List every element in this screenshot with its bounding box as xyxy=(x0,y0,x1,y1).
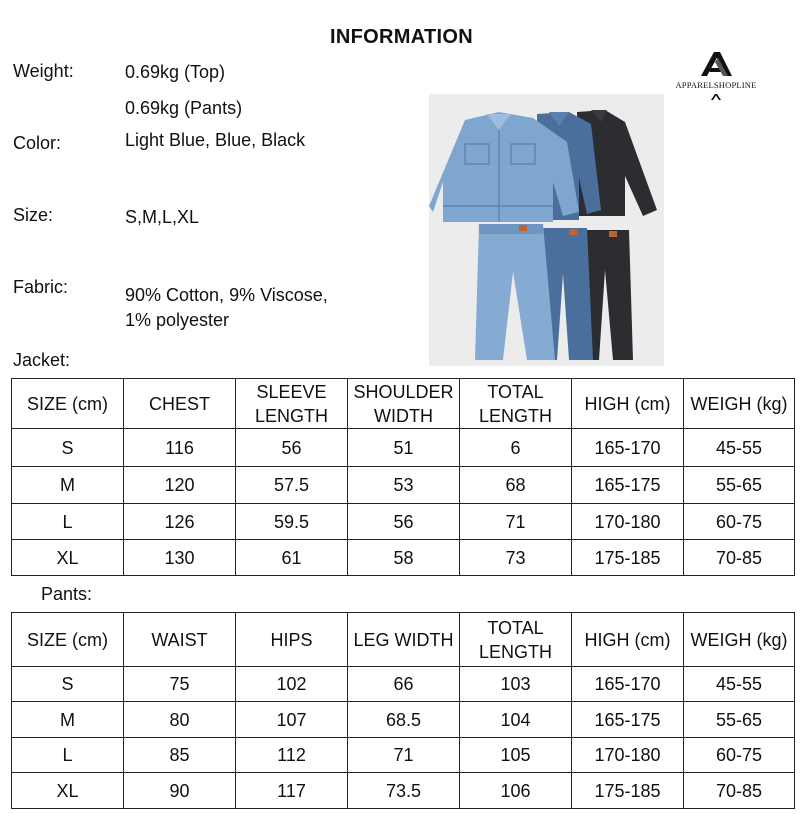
jacket-table-cell: 130 xyxy=(124,540,236,576)
jacket-header-cell xyxy=(236,379,348,429)
jacket-table-cell: 120 xyxy=(124,467,236,504)
pants-table-cell: 45-55 xyxy=(684,667,795,702)
jacket-header-text: SHOULDER xyxy=(353,381,454,402)
pants-header-text: TOTAL xyxy=(487,617,544,638)
pants-table-cell: 66 xyxy=(348,667,460,702)
jacket-section-label: Jacket: xyxy=(13,350,71,370)
jacket-table-cell: 45-55 xyxy=(684,429,795,467)
pants-table-cell: L xyxy=(12,738,124,773)
pants-header-text: SIZE (cm) xyxy=(27,629,108,650)
color-label: Color: xyxy=(13,133,62,153)
pants-table-cell: 106 xyxy=(460,773,572,809)
jacket-header-cell xyxy=(12,379,124,429)
weight-label: Weight: xyxy=(13,61,74,81)
pants-table-row xyxy=(12,738,795,773)
pants-table-cell: 103 xyxy=(460,667,572,702)
jacket-table-row xyxy=(12,540,795,576)
pants-table-cell: 68.5 xyxy=(348,702,460,738)
jacket-table-cell: 70-85 xyxy=(684,540,795,576)
pants-table-cell: 105 xyxy=(460,738,572,773)
jacket-header-text: LENGTH xyxy=(254,405,328,426)
jacket-table-cell: 165-175 xyxy=(572,467,684,504)
fabric-label: Fabric: xyxy=(13,277,69,297)
jacket-table-cell: 68 xyxy=(460,467,572,504)
pants-table-cell: 71 xyxy=(348,738,460,773)
jacket-table-cell: 61 xyxy=(236,540,348,576)
pants-header-text: LENGTH xyxy=(478,641,552,662)
product-photo xyxy=(429,94,664,366)
size-value: S,M,L,XL xyxy=(125,207,200,227)
pants-header-cell xyxy=(460,613,572,667)
brand-logo-text: APPARELSHOPLINE xyxy=(675,80,757,90)
pants-table-cell: M xyxy=(12,702,124,738)
jacket-table-cell: 165-170 xyxy=(572,429,684,467)
pants-header-text: WAIST xyxy=(151,629,208,650)
weight-pants-value: 0.69kg (Pants) xyxy=(125,98,243,118)
pants-table-cell: 80 xyxy=(124,702,236,738)
jacket-table-cell: 71 xyxy=(460,504,572,540)
pants-table-cell: 112 xyxy=(236,738,348,773)
jacket-header-text: SLEEVE xyxy=(256,381,327,402)
jacket-header-cell xyxy=(460,379,572,429)
jacket-header-cell xyxy=(572,379,684,429)
fabric-value-line1: 90% Cotton, 9% Viscose, xyxy=(125,285,328,305)
jacket-header-text: WEIGH (kg) xyxy=(690,393,788,414)
pants-table-cell: 117 xyxy=(236,773,348,809)
pants-header-cell xyxy=(572,613,684,667)
size-label: Size: xyxy=(13,205,54,225)
jacket-table-cell: 56 xyxy=(348,504,460,540)
pants-table-cell: 102 xyxy=(236,667,348,702)
pants-table-cell: XL xyxy=(12,773,124,809)
jacket-table-cell: 57.5 xyxy=(236,467,348,504)
jacket-table-cell: S xyxy=(12,429,124,467)
brand-logo-mark-icon xyxy=(668,46,764,80)
pants-header-cell xyxy=(236,613,348,667)
pants-table-row xyxy=(12,667,795,702)
jacket-header-text: HIGH (cm) xyxy=(584,393,671,414)
denim-set-illustration-icon xyxy=(429,94,664,366)
pants-table-cell: 165-175 xyxy=(572,702,684,738)
jacket-table-cell: 126 xyxy=(124,504,236,540)
pants-table-cell: 104 xyxy=(460,702,572,738)
pants-header-text: HIGH (cm) xyxy=(584,629,671,650)
pants-header-cell xyxy=(12,613,124,667)
jacket-table-cell: 73 xyxy=(460,540,572,576)
pants-table-cell: 165-170 xyxy=(572,667,684,702)
pants-table-cell: 85 xyxy=(124,738,236,773)
jacket-table-row xyxy=(12,504,795,540)
pants-table-row xyxy=(12,702,795,738)
pants-table-cell: 107 xyxy=(236,702,348,738)
jacket-table-cell: L xyxy=(12,504,124,540)
jacket-header-cell xyxy=(684,379,795,429)
pants-section-label: Pants: xyxy=(41,584,93,604)
jacket-header-cell xyxy=(348,379,460,429)
brand-logo-small-mark-icon xyxy=(710,93,722,101)
jacket-header-text: CHEST xyxy=(148,393,210,414)
pants-table-cell: 70-85 xyxy=(684,773,795,809)
jacket-size-table xyxy=(11,378,795,576)
color-value: Light Blue, Blue, Black xyxy=(125,130,306,150)
pants-table-cell: S xyxy=(12,667,124,702)
jacket-table-cell: 58 xyxy=(348,540,460,576)
jacket-table-cell: M xyxy=(12,467,124,504)
jacket-table-cell: 51 xyxy=(348,429,460,467)
jacket-header-text: LENGTH xyxy=(478,405,552,426)
fabric-value-line2: 1% polyester xyxy=(125,310,230,330)
pants-table-cell: 55-65 xyxy=(684,702,795,738)
pants-header-cell xyxy=(124,613,236,667)
jacket-table-cell: 6 xyxy=(460,429,572,467)
jacket-table-cell: XL xyxy=(12,540,124,576)
pants-header-text: LEG WIDTH xyxy=(353,629,454,650)
jacket-header-row xyxy=(12,379,795,429)
pants-size-table xyxy=(11,612,795,809)
pants-table-cell: 73.5 xyxy=(348,773,460,809)
jacket-table-cell: 59.5 xyxy=(236,504,348,540)
jacket-table-cell: 175-185 xyxy=(572,540,684,576)
jacket-table-cell: 53 xyxy=(348,467,460,504)
pants-table-cell: 175-185 xyxy=(572,773,684,809)
brand-logo xyxy=(668,46,764,110)
jacket-table-cell: 55-65 xyxy=(684,467,795,504)
jacket-table-cell: 170-180 xyxy=(572,504,684,540)
jacket-table-row xyxy=(12,429,795,467)
weight-top-value: 0.69kg (Top) xyxy=(125,62,226,82)
pants-table-cell: 170-180 xyxy=(572,738,684,773)
jacket-header-text: TOTAL xyxy=(487,381,544,402)
jacket-header-text: SIZE (cm) xyxy=(27,393,108,414)
pants-table-cell: 60-75 xyxy=(684,738,795,773)
pants-table-cell: 90 xyxy=(124,773,236,809)
jacket-table-row xyxy=(12,467,795,504)
pants-table-row xyxy=(12,773,795,809)
pants-header-row xyxy=(12,613,795,667)
pants-header-cell xyxy=(684,613,795,667)
pants-header-cell xyxy=(348,613,460,667)
pants-header-text: HIPS xyxy=(270,629,313,650)
jacket-table-cell: 60-75 xyxy=(684,504,795,540)
jacket-table-cell: 116 xyxy=(124,429,236,467)
pants-table-cell: 75 xyxy=(124,667,236,702)
jacket-header-cell xyxy=(124,379,236,429)
page-title: INFORMATION xyxy=(330,26,473,48)
jacket-table-cell: 56 xyxy=(236,429,348,467)
pants-header-text: WEIGH (kg) xyxy=(690,629,788,650)
jacket-header-text: WIDTH xyxy=(374,405,433,426)
